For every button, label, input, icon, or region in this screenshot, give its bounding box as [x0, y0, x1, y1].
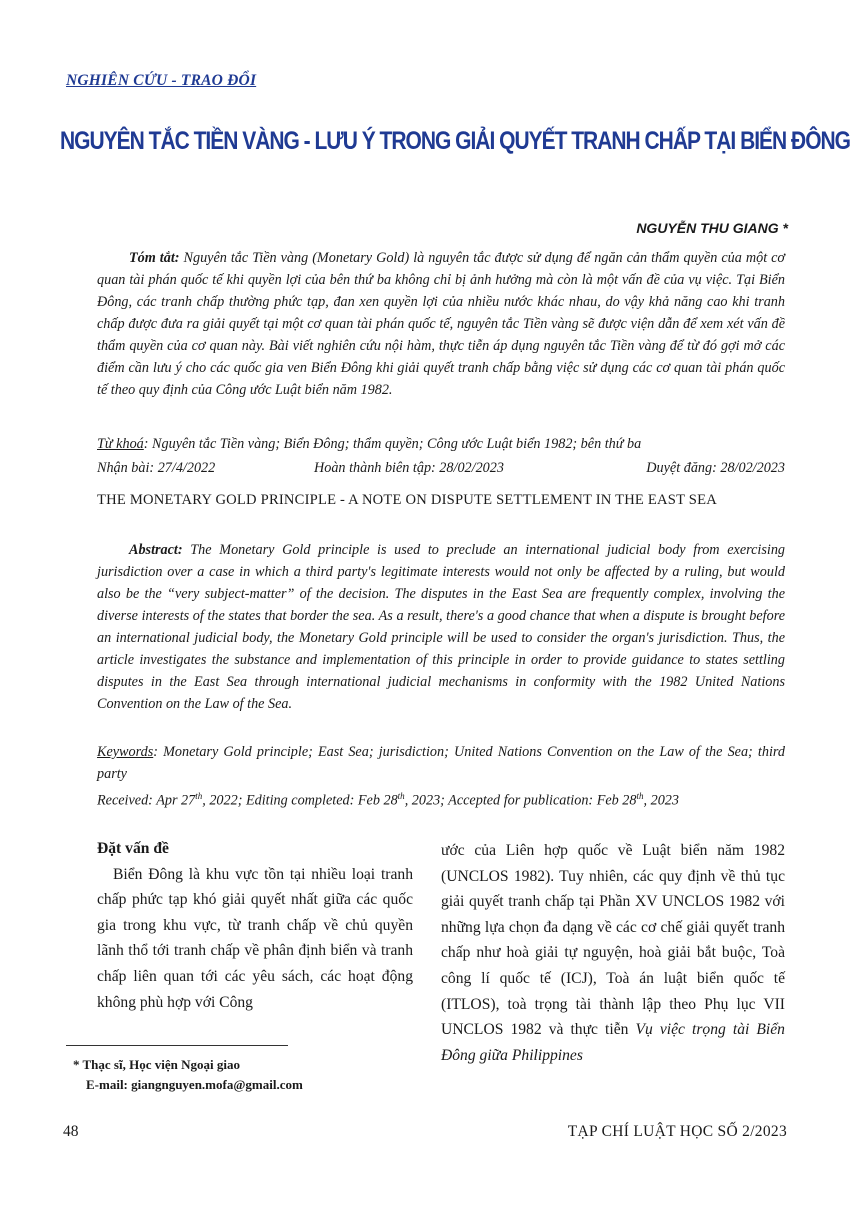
section-heading: Đặt vấn đề	[97, 840, 169, 857]
approved-date: Duyệt đăng: 28/02/2023	[646, 460, 785, 476]
abstract-text: Nguyên tắc Tiền vàng (Monetary Gold) là nguyên tắc được sử dụng để ngăn cản thẩm quyền của một cơ quan tài phán quốc tế khi quyền lợi của bên thứ ba không chỉ bị ảnh hưởng mà còn là một vấn đề của vụ việc. Tại Biển Đông, các tranh chấp thường phức tạp, đan xen quyền lợi của nhiều nước khác nhau, do vậy khả năng cao khi tranh chấp được đưa ra giải quyết tại một cơ quan tài phán quốc tế, nguyên tắc Tiền vàng sẽ được viện dẫn để xem xét vấn đề thẩm quyền của cơ quan này. Bài viết nghiên cứu nội hàm, thực tiễn áp dụng nguyên tắc Tiền vàng để từ đó gợi mở các điểm cần lưu ý cho các quốc gia ven Biển Đông khi giải quyết tranh chấp bằng việc sử dụng các cơ quan tài phán quốc tế theo quy định của Công ước Luật biển năm 1982.	[97, 250, 786, 398]
vietnamese-abstract	[97, 247, 785, 401]
footnote-affiliation: * Thạc sĩ, Học viện Ngoại giao	[73, 1057, 240, 1072]
page-number: 48	[63, 1123, 79, 1140]
received-sup: th	[195, 791, 203, 801]
edit-sup: th	[397, 791, 405, 801]
article-title: NGUYÊN TẮC TIỀN VÀNG - LƯU Ý TRONG GIẢI QUYẾT TRANH CHẤP TẠI BIỂN ĐÔNG	[60, 127, 851, 155]
received-rest: , 2022; Editing completed: Feb 28	[202, 792, 398, 809]
vietnamese-keywords	[97, 433, 785, 455]
keywords-label: Từ khoá	[97, 436, 144, 452]
english-keywords-text: : Monetary Gold principle; East Sea; jurisdiction; United Nations Convention on the Law of the Sea; third party	[97, 744, 785, 782]
edit-rest: , 2023; Accepted for publication: Feb 28	[404, 792, 637, 809]
acc-sup: th	[636, 791, 644, 801]
english-abstract-label: Abstract:	[129, 542, 183, 558]
acc-rest: , 2023	[643, 792, 679, 809]
english-abstract-text: The Monetary Gold principle is used to preclude an international judicial body from exercising jurisdiction over a case in which a third party's legitimate interests would not only be affected by a ruling, but would also be the “very subject-matter” of the decision. The disputes in the East Sea are frequently complex, involving the diverse interests of the states that border the sea. As a result, there's a good chance that when a dispute is brought before an international judicial body, the Monetary Gold principle will be used to consider the organ's jurisdiction. Thus, the article investigates the substance and implementation of this principle in order to provide guidance to states settling disputes in the East Sea through international judicial mechanisms in conformity with the 1982 United Nations Convention on the Law of the Sea.	[97, 542, 786, 712]
english-abstract	[97, 539, 785, 715]
body-left-column	[97, 836, 413, 1015]
section-label: NGHIÊN CỨU - TRAO ĐỔI	[66, 72, 257, 89]
english-keywords-label: Keywords	[97, 744, 154, 760]
footnote-email: E-mail: giangnguyen.mofa@gmail.com	[86, 1077, 303, 1092]
edited-date: Hoàn thành biên tập: 28/02/2023	[314, 460, 504, 476]
english-title: THE MONETARY GOLD PRINCIPLE - A NOTE ON DISPUTE SETTLEMENT IN THE EAST SEA	[97, 492, 717, 508]
body-left-text: Biển Đông là khu vực tồn tại nhiều loại tranh chấp phức tạp khó giải quyết nhất giữa các quốc gia trong khu vực, từ tranh chấp về chủ quyền lãnh thổ tới tranh chấp về phân định biển và tranh chấp liên quan tới các yêu sách, các hoạt động không phù hợp với Công	[97, 865, 413, 1011]
footnote-divider	[66, 1045, 288, 1046]
journal-name: TẠP CHÍ LUẬT HỌC SỐ 2/2023	[567, 1123, 787, 1140]
received-date: Nhận bài: 27/4/2022	[97, 460, 216, 476]
abstract-label: Tóm tắt:	[129, 250, 180, 266]
author-name: NGUYỄN THU GIANG *	[636, 220, 788, 236]
english-dates	[97, 791, 785, 810]
body-right-italic: Vụ việc trọng tài Biển Đông giữa Philippines	[441, 1021, 785, 1064]
body-right-column	[441, 838, 785, 1068]
english-keywords	[97, 741, 785, 785]
keywords-text: : Nguyên tắc Tiền vàng; Biển Đông; thẩm quyền; Công ước Luật biển 1982; bên thứ ba	[143, 436, 642, 452]
vietnamese-dates	[97, 460, 785, 482]
footnote	[73, 1055, 303, 1095]
body-right-text: ước của Liên hợp quốc về Luật biển năm 1982 (UNCLOS 1982). Tuy nhiên, các quy định về thủ tục giải quyết tranh chấp tại Phần XV UNCLOS 1982 với những lựa chọn đa dạng về các cơ chế giải quyết tranh chấp như hoà giải tự nguyện, hoà giải bắt buộc, Toà công lí quốc tế (ICJ), Toà án luật biển quốc tế (ITLOS), toà trọng tài thành lập theo Phụ lục VII UNCLOS 1982 và thực tiễn	[441, 842, 785, 1039]
received-en: Received: Apr 27	[97, 792, 196, 809]
